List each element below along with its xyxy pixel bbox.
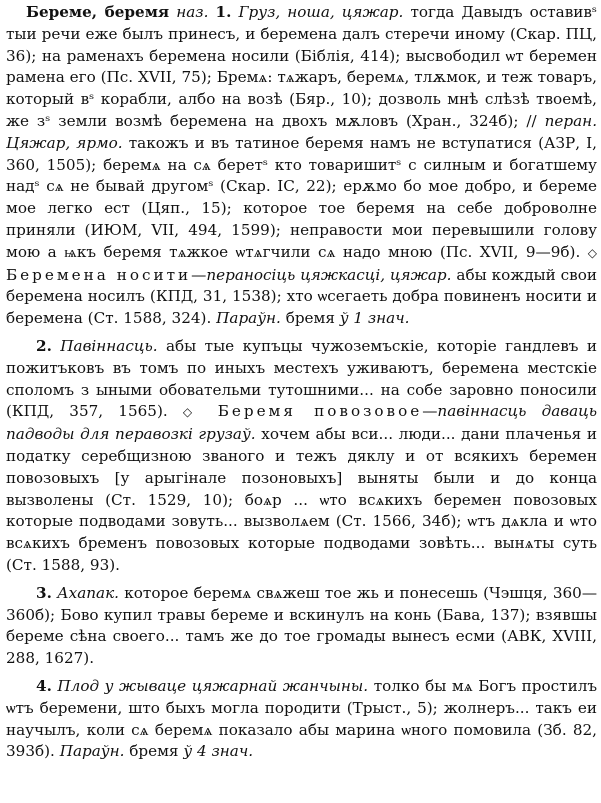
figurative-label: перан.	[544, 111, 598, 130]
sense-number: 3.	[36, 583, 52, 602]
sense-number: 4.	[36, 676, 52, 695]
citations: такожъ и въ татиное беремя намъ не вступатися (АЗР, I, 360, 1505); беремѧ на сѧ беретˢ кто товаришитˢ с силным и богатшему надˢ сѧ не бывай другомˢ (Скар. ІС, 22); ерѫмо бо мое добро, и береме мое легко ест (Цяп., 15); которое тое беремя на себе доброволне приняли (ИЮМ, VII, 494, 1599); неправости мои перевышили голову мою а ѩкъ беремя тѧжкое ѡтѧгчили сѧ надо мною (Пс. XVII, 9—9б).	[6, 133, 597, 261]
entry-sense-1	[6, 2, 597, 330]
entry-sense-3	[6, 583, 597, 670]
sense-gloss: Павіннасць.	[60, 336, 158, 355]
cross-reference: бремя	[129, 742, 179, 761]
citations: хочем абы вси... люди... дани плаченья и податку серебщизною званого и тежъ дяклу и от всякихъ беремен повозовыхъ [у арыгінале позоновыхъ] выняты были и до конца вызволены (Ст. 1529, 10); боѧр ... ѡто всѧкихъ беремен повозовых которые подводами зовуть... вызволѧем (Ст. 1566, 34б); ѡтъ дѧкла и ѡто всѧкихъ бременъ повозовых которые подводами зовѣть... вынѧты суть (Ст. 1588, 93).	[6, 425, 597, 574]
phrase-gloss: пераносіць цяжкасці, цяжар.	[206, 265, 452, 284]
dash: —	[191, 265, 207, 284]
cross-reference-sense: ў 4 знач.	[183, 742, 254, 761]
phrase: Беремя повозовое	[217, 402, 423, 421]
phrase-gloss: павіннасць даваць падводы для перавозкі грузаў.	[6, 402, 598, 444]
sense-number: 1.	[215, 3, 232, 21]
citations: толко бы мѧ Богъ простилъ ѡтъ беремени, што быхъ могла породити (Трыст., 5); жолнеръ... такъ еи научылъ, коли сѧ беремѧ показало абы марина ѡного помовила (Зб. 82, 393б).	[6, 676, 598, 761]
sense-number: 2.	[36, 336, 52, 355]
headword: Береме, беремя	[26, 3, 170, 21]
citations: абы кождый свои беремена носилъ (КПД, 31, 1538); хто ѡсегаеть добра повиненъ носити и беремена (Ст. 1588, 324).	[6, 265, 597, 328]
dash: —	[422, 402, 438, 421]
sense-gloss: Плод у жываце цяжарнай жанчыны.	[57, 676, 369, 695]
compare-label: Параўн.	[216, 309, 281, 328]
diamond-icon: ◇	[587, 245, 598, 260]
citations: абы тые купъцы чужоземъскіе, которіе гандлевъ и пожитъковъ въ томъ по иныхъ местехъ уживаютъ, беремена местскіе споломъ з ыными обовательми тутошними... на собе заровно поносили (КПД, 357, 1565).	[6, 336, 598, 421]
compare-label: Параўн.	[59, 742, 125, 761]
part-of-speech: наз.	[176, 3, 209, 21]
diamond-icon: ◇	[182, 405, 203, 420]
citations: которое беремѧ свѧжеш тое жь и понесешь (Чэшця, 360—360б); Бово купил травы береме и вскинулъ на конь (Бава, 137); взявшы береме сѣна своего... тамъ же до тое громады вынесъ есми (АВК, XVIII, 288, 1627).	[6, 583, 598, 668]
figurative-gloss: Цяжар, ярмо.	[6, 133, 123, 152]
sense-gloss: Груз, ноша, цяжар.	[238, 3, 404, 21]
citations: тогда Давыдъ оставивˢ тыи речи еже былъ принесъ, и беремена далъ стеречи иному (Скар. ПЦ, 36); на раменахъ беремена носили (Біблія, 414); высвободил ѡт беремен рамена его (Пс. XVII, 75); Бремѧ: тѧжаръ, беремѧ, тлѫмок, и теж товаръ, который вˢ корабли, албо на возѣ (Бяр., 10); дозволь мнѣ слѣзѣ твоемѣ, же зˢ земли возмѣ беремена на двохъ мѫловъ (Хран., 324б);	[6, 3, 598, 130]
cross-reference: бремя	[285, 309, 335, 328]
cross-reference-sense: ў 1 знач.	[339, 309, 410, 328]
sense-gloss: Ахапак.	[57, 583, 119, 602]
entry-sense-2	[6, 336, 597, 577]
separator: //	[526, 111, 537, 130]
phrase: Беремена носити	[6, 265, 192, 284]
entry-sense-4	[6, 676, 597, 763]
